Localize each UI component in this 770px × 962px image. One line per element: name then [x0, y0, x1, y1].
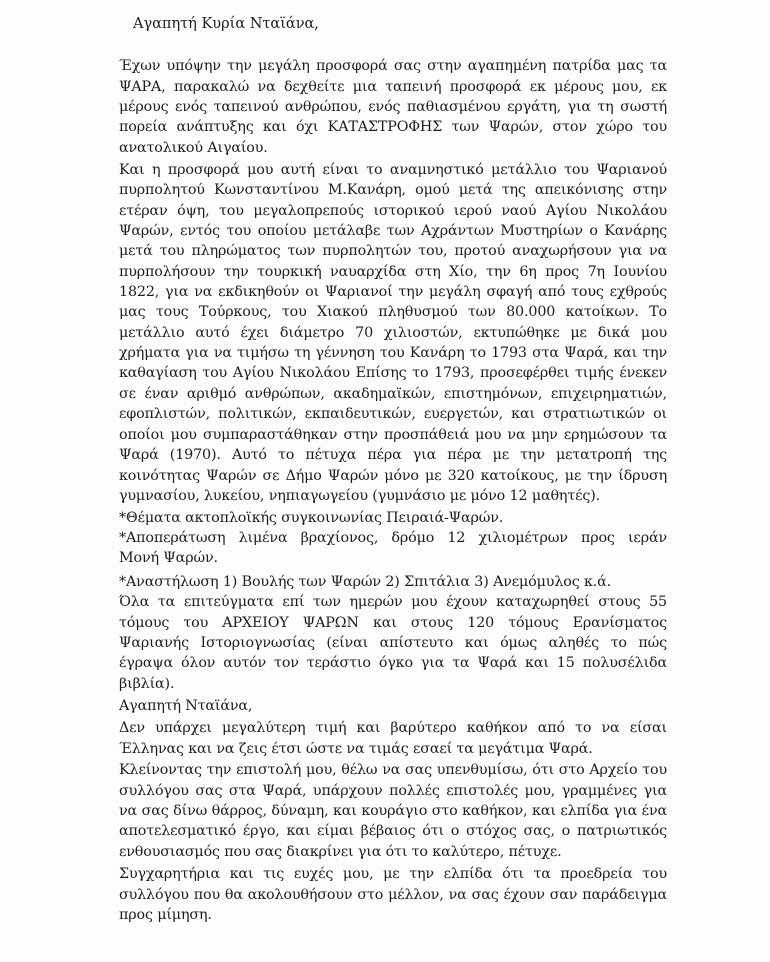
letter-line: ανατολικού Αιγαίου.	[119, 140, 268, 156]
letter-line: Κλείνοντας την επιστολή μου, θέλω να σας υπενθυμίσω, ότι στο Αρχείο του	[119, 762, 667, 778]
letter-line: κοινότητας Ψαρών σε Δήμο Ψαρών μόνο με 320 κατοίκους, με την ίδρυση	[119, 468, 667, 484]
letter-line: Δεν υπάρχει μεγαλύτερη τιμή και βαρύτερο καθήκον από το να είσαι	[119, 720, 667, 736]
letter-line: *Αναστήλωση 1) Βουλής των Ψαρών 2) Σπιτάλια 3) Ανεμόμυλος κ.ά.	[119, 574, 612, 590]
letter-line: Συγχαρητήρια και τις ευχές μου, με την ελπίδα ότι τα προεδρεία του	[119, 866, 667, 882]
letter-line: Έλληνας και να ζεις έτσι ώστε να τιμάς εσαεί τα μεγάτιμα Ψαρά.	[119, 741, 593, 757]
letter-line: χρήματα για να τιμήσω τη γέννηση του Κανάρη το 1793 στα Ψαρά, και την	[119, 345, 667, 361]
letter-line: οποίοι μου συμπαραστάθηκαν στην προσπάθειά μου να μην ερημώσουν τα	[119, 427, 667, 443]
letter-line: πυρπολήσουν την τουρκική ναυαρχίδα στη Χίο, την 6η προς 7η Ιουνίου	[119, 264, 667, 280]
letter-line: αποτελεσματικό έργο, και είμαι βέβαιος ότι ο στόχος σας, ο πατριωτικός	[119, 823, 667, 839]
letter-greeting: Αγαπητή Κυρία Νταϊάνα,	[133, 16, 319, 32]
letter-line: 1822, για να εκδικηθούν οι Ψαριανοί την μεγάλη σφαγή από τους εχθρούς	[119, 284, 667, 300]
letter-line: Έχων υπόψην την μεγάλη προσφορά σας στην αγαπημένη πατρίδα μας τα	[119, 58, 667, 74]
letter-line: μετά του πληρώματος των πυρπολητών του, προτού αναχωρήσουν για να	[119, 243, 667, 259]
letter-line: ενθουσιασμός που σας διακρίνει για ότι το καλύτερο, πέτυχε.	[119, 844, 562, 860]
letter-line: εφοπλιστών, πολιτικών, εκπαιδευτικών, ευεργετών, και στρατιωτικών οι	[119, 406, 667, 422]
letter-line: ΨΑΡΑ, παρακαλώ να δεχθείτε μια ταπεινή προσφορά εκ μέρους μου, εκ	[119, 79, 667, 95]
letter-line: μετάλλιο αυτό έχει διάμετρο 70 χιλιοστών, εκτυπώθηκε με δικά μου	[119, 325, 667, 341]
letter-line: καθαγίαση του Αγίου Νικολάου Επίσης το 1793, προσεφέρθει τιμής ένεκεν	[119, 365, 667, 381]
letter-line: Μονή Ψαρών.	[119, 550, 218, 566]
letter-line: συλλόγου σας στα Ψαρά, υπάρχουν πολλές επιστολές μου, γραμμένες για	[119, 783, 667, 799]
letter-line: Και η προσφορά μου αυτή είναι το αναμνηστικό μετάλλιο του Ψαριανού	[119, 162, 667, 178]
letter-line: *Αποπεράτωση λιμένα βραχίονος, δρόμο 12 χιλιομέτρων προς ιεράν	[119, 530, 667, 546]
letter-line: πυρπολητού Κωνσταντίνου Μ.Κανάρη, ομού μετά της απεικόνισης στην	[119, 182, 667, 198]
letter-line: *Θέματα ακτοπλοϊκής συγκοινωνίας Πειραιά-Ψαρών.	[119, 510, 504, 526]
letter-line: τόμους του ΑΡΧΕΙΟΥ ΨΑΡΩΝ και στους 120 τόμους Ερανίσματος	[119, 615, 667, 631]
letter-line: Ψαρά (1970). Αυτό το πέτυχα πέρα για πέρα με την μετατροπή της	[119, 447, 667, 463]
letter-line: Ψαρών, εντός του οποίου μετάλαβε των Αχράντων Μυστηρίων ο Κανάρης	[119, 223, 667, 239]
letter-line: μας τους Τούρκους, του Χιακού πληθυσμού των 80.000 κατοίκων. Το	[119, 304, 667, 320]
letter-line: πορεία ανάπτυξης και όχι ΚΑΤΑΣΤΡΟΦΗΣ των Ψαρών, στον χώρο του	[119, 119, 667, 135]
letter-line: έγραψα όλον αυτόν τον τεράστιο όγκο για τα Ψαρά και 15 πολυσέλιδα	[119, 655, 667, 671]
letter-line: να σας δίνω θάρρος, δύναμη, και κουράγιο στο καθήκον, και ελπίδα για ένα	[119, 803, 667, 819]
letter-line: Όλα τα επιτεύγματα επί των ημερών μου έχουν καταχωρηθεί στους 55	[119, 594, 667, 610]
letter-line: συλλόγου που θα ακολουθήσουν στο μέλλον, να σας έχουν σαν παράδειγμα	[119, 887, 667, 903]
letter-line: Αγαπητή Νταϊάνα,	[119, 698, 253, 714]
letter-line: σε έναν αριθμό ανθρώπων, ακαδημαϊκών, επιστημόνων, επιχειρηματιών,	[119, 386, 667, 402]
letter-line: βιβλία).	[119, 676, 175, 692]
letter-line: γυμνασίου, λυκείου, νηπιαγωγείου (γυμνάσιο με μόνο 12 μαθητές).	[119, 488, 601, 504]
letter-line: προς μίμηση.	[119, 907, 212, 923]
letter-line: ετέραν όψη, του μεγαλοπρεπούς ιστορικού ιερού ναού Αγίου Νικολάου	[119, 203, 667, 219]
letter-line: μέρους ενός ταπεινού ανθρώπου, ενός παθιασμένου εργάτη, για τη σωστή	[119, 99, 667, 115]
letter-line: Ψαριανής Ιστοριογνωσίας (είναι απίστευτο και όμως αληθές το πώς	[119, 635, 667, 651]
